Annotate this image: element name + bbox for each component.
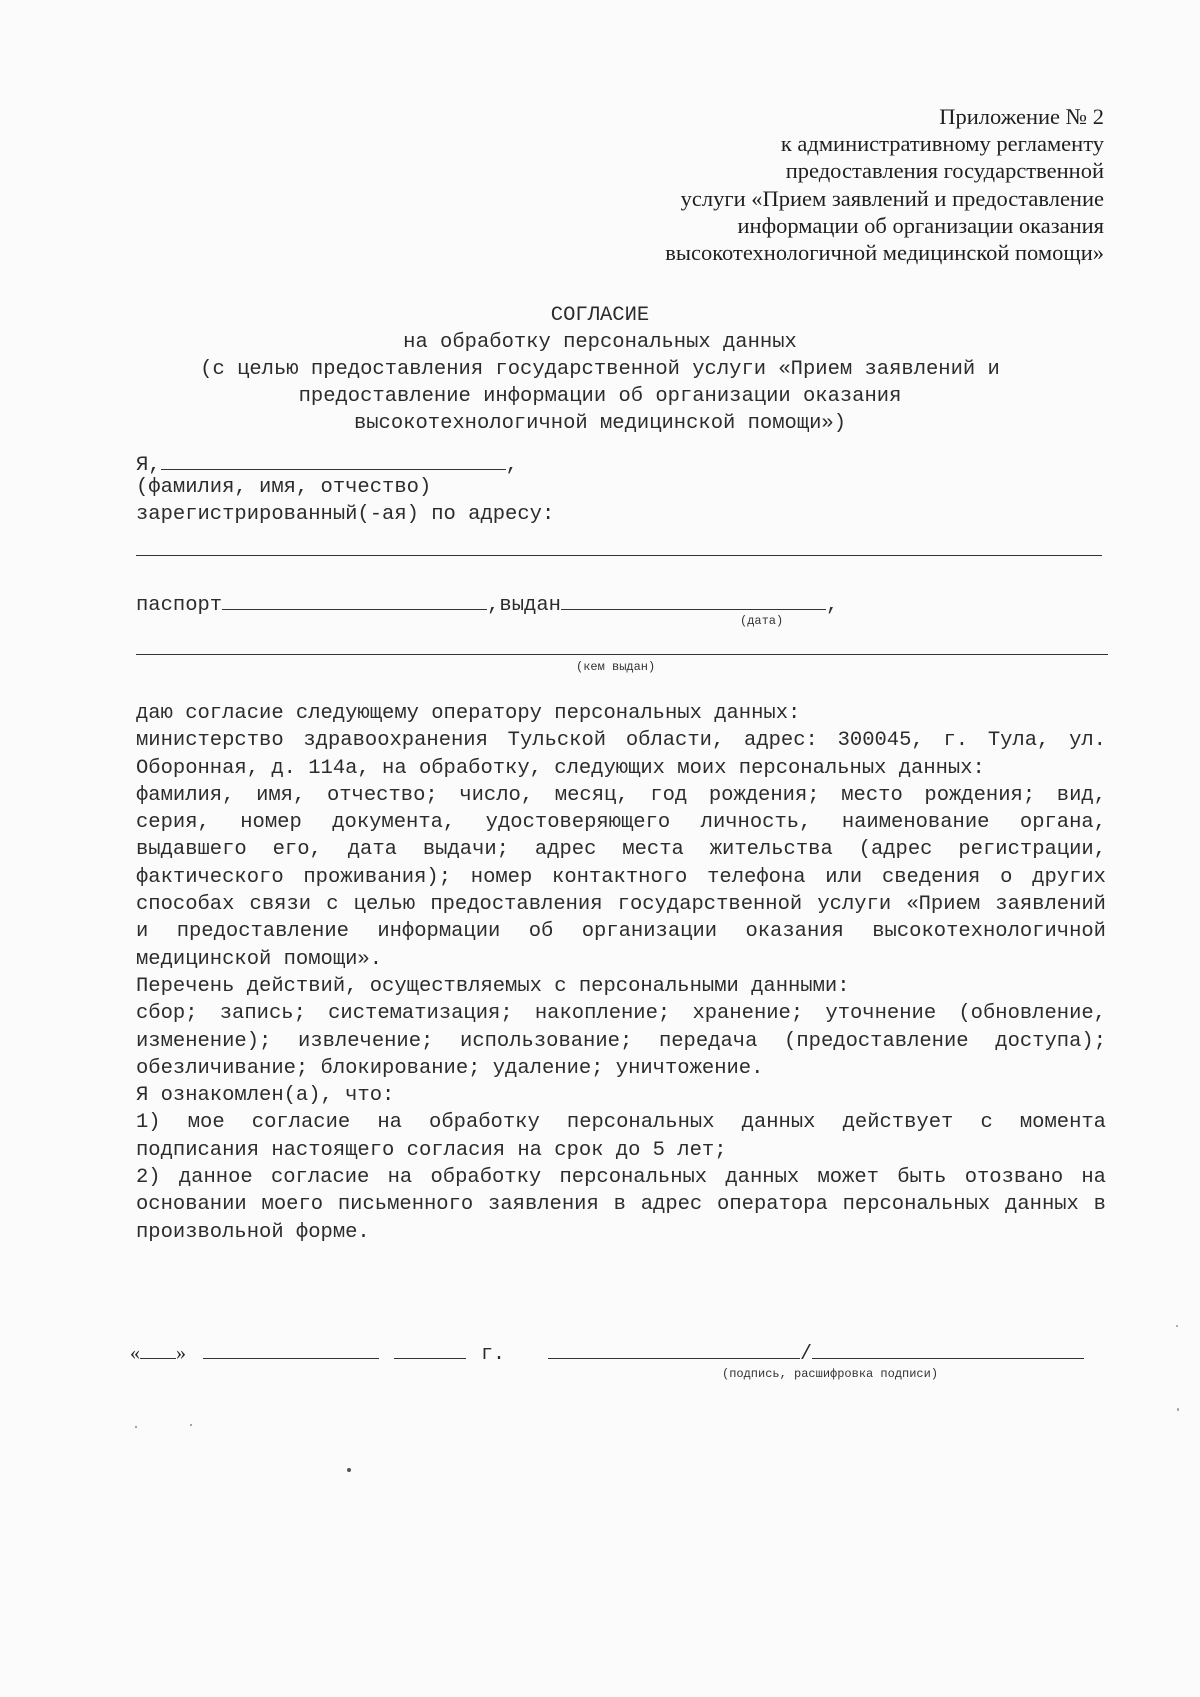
quote-open: «	[130, 1342, 140, 1364]
scan-speck	[1176, 1325, 1178, 1327]
fio-hint: (фамилия, имя, отчество)	[136, 476, 432, 499]
signature-transcript-field[interactable]	[812, 1342, 1084, 1359]
appendix-header	[464, 103, 1104, 266]
document-subtitle: на обработку персональных данных	[403, 331, 797, 354]
purpose-line: предоставление информации об организации оказания	[298, 385, 902, 408]
comma: ,	[505, 454, 518, 477]
acknowledged-line: Я ознакомлен(а), что:	[136, 1084, 395, 1108]
appendix-line: информации об организации оказания	[737, 212, 1104, 238]
actions-list-paragraph: сбор; запись; систематизация; накопление; хранение; уточнение (обновление, изменение); извлечение; использование; передача (предоставление доступа); обезличивание; блокирование; удаление; уничтожение.	[136, 1002, 1106, 1080]
signature-row	[130, 1342, 1084, 1366]
data-list-paragraph: фамилия, имя, отчество; число, месяц, год рождения; место рождения; вид, серия, номер документа, удостоверяющего личность, наименование органа, выдавшего его, дата выдачи; адрес места жительства (адрес регистрации, фактического проживания); номер контактного телефона или сведения о других способах связи с целью предоставления государственной услуги «Прием заявлений и предоставление информации об организации оказания высокотехнологичной медицинской помощи».	[136, 783, 1106, 971]
appendix-line: услуги «Прием заявлений и предоставление	[680, 185, 1104, 211]
term-item-2: 2) данное согласие на обработку персональных данных может быть отозвано на основании моего письменного заявления в адрес оператора персональных данных в произвольной форме.	[136, 1166, 1106, 1244]
scan-speck	[190, 1424, 192, 1426]
appendix-line: высокотехнологичной медицинской помощи»	[665, 240, 1104, 266]
operator-paragraph: министерство здравоохранения Тульской области, адрес: 300045, г. Тула, ул. Оборонная, д. 114а, на обработку, следующих моих персональных данных:	[136, 729, 1106, 780]
name-row	[136, 449, 518, 477]
signature-field[interactable]	[548, 1342, 800, 1359]
appendix-line: предоставления государственной	[785, 158, 1104, 184]
date-hint: (дата)	[740, 614, 784, 628]
day-field[interactable]	[140, 1342, 176, 1359]
scan-speck	[347, 1468, 351, 1472]
month-field[interactable]	[203, 1342, 379, 1359]
consent-body	[136, 700, 1106, 1246]
passport-row	[136, 589, 838, 617]
address-field[interactable]	[136, 555, 1102, 556]
quote-close: »	[176, 1342, 186, 1364]
term-item-1: 1) мое согласие на обработку персональных данных действует с момента подписания настоящего согласия на срок до 5 лет;	[136, 1111, 1106, 1162]
signature-hint: (подпись, расшифровка подписи)	[722, 1367, 939, 1381]
passport-label: паспорт	[136, 594, 223, 617]
consent-intro: даю согласие следующему оператору персональных данных:	[136, 702, 801, 725]
year-field[interactable]	[394, 1342, 466, 1359]
actions-heading: Перечень действий, осуществляемых с персональными данными:	[136, 974, 850, 998]
issue-date-field[interactable]	[561, 589, 826, 610]
appendix-line: к административному регламенту	[780, 131, 1104, 157]
passport-number-field[interactable]	[222, 589, 487, 610]
name-field[interactable]	[161, 449, 506, 470]
purpose-line: (с целью предоставления государственной услуги «Прием заявлений и	[200, 358, 1000, 381]
issued-by-field[interactable]	[136, 654, 1108, 655]
document-title: СОГЛАСИЕ	[550, 304, 650, 327]
scan-speck	[135, 1426, 137, 1428]
slash: /	[800, 1343, 813, 1366]
issued-label: ,выдан	[487, 594, 561, 617]
issued-by-hint: (кем выдан)	[576, 660, 656, 674]
comma: ,	[825, 594, 839, 617]
appendix-line: Приложение № 2	[939, 104, 1104, 129]
i-label: Я,	[136, 454, 161, 477]
scan-speck	[1177, 1408, 1179, 1411]
purpose-line: высокотехнологичной медицинской помощи»)	[353, 412, 847, 435]
year-suffix: г.	[481, 1343, 506, 1366]
title-block	[120, 302, 1080, 437]
registered-label: зарегистрированный(-ая) по адресу:	[136, 503, 555, 526]
